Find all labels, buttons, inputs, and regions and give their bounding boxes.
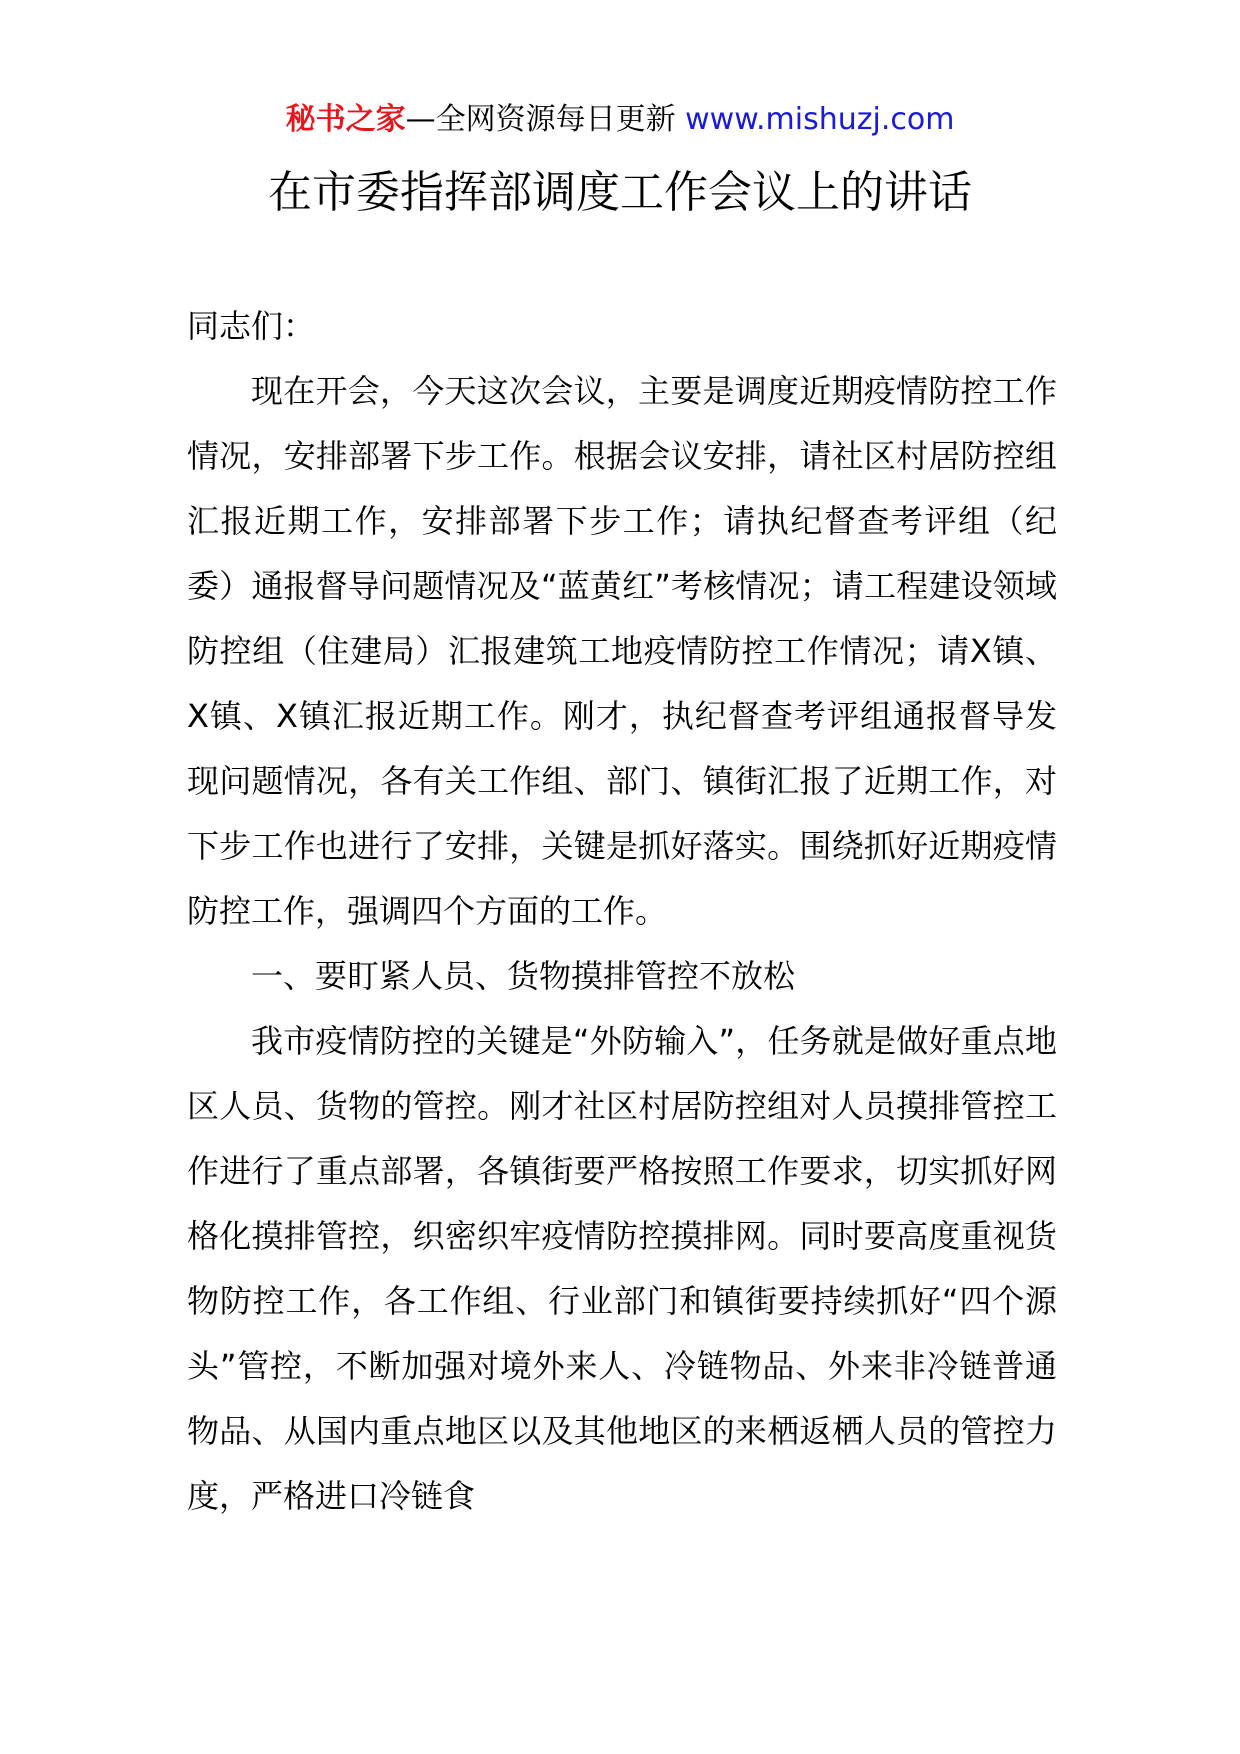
site-brand: 秘书之家 <box>285 102 406 137</box>
paragraph-section-1: 我市疫情防控的关键是“外防输入”，任务就是做好重点地区人员、货物的管控。刚才社区村居防控组对人员摸排管控工作进行了重点部署，各镇街要严格按照工作要求，切实抓好网格化摸排管控，织密织牢疫情防控摸排网。同时要高度重视货物防控工作，各工作组、行业部门和镇街要持续抓好“四个源头”管控，不断加强对境外来人、冷链物品、外来非冷链普通物品、从国内重点地区以及其他地区的来栖返栖人员的管控力度，严格进口冷链食 <box>187 1022 1057 1515</box>
document-body <box>187 294 1057 1529</box>
section-heading-1: 一、要盯紧人员、货物摸排管控不放松 <box>251 957 796 995</box>
document-title: 在市委指挥部调度工作会议上的讲话 <box>268 167 972 218</box>
site-header <box>0 100 1240 140</box>
paragraph-intro: 现在开会，今天这次会议，主要是调度近期疫情防控工作情况，安排部署下步工作。根据会议安排，请社区村居防控组汇报近期工作，安排部署下步工作；请执纪督查考评组（纪委）通报督导问题情况及“蓝黄红”考核情况；请工程建设领域防控组（住建局）汇报建筑工地疫情防控工作情况；请X镇、X镇、X镇汇报近期工作。刚才，执纪督查考评组通报督导发现问题情况，各有关工作组、部门、镇街汇报了近期工作，对下步工作也进行了安排，关键是抓好落实。围绕抓好近期疫情防控工作，强调四个方面的工作。 <box>187 372 1057 930</box>
site-url-link[interactable]: www.mishuzj.com <box>685 102 955 137</box>
salutation: 同志们： <box>187 307 316 345</box>
site-tagline: —全网资源每日更新 <box>405 102 686 137</box>
